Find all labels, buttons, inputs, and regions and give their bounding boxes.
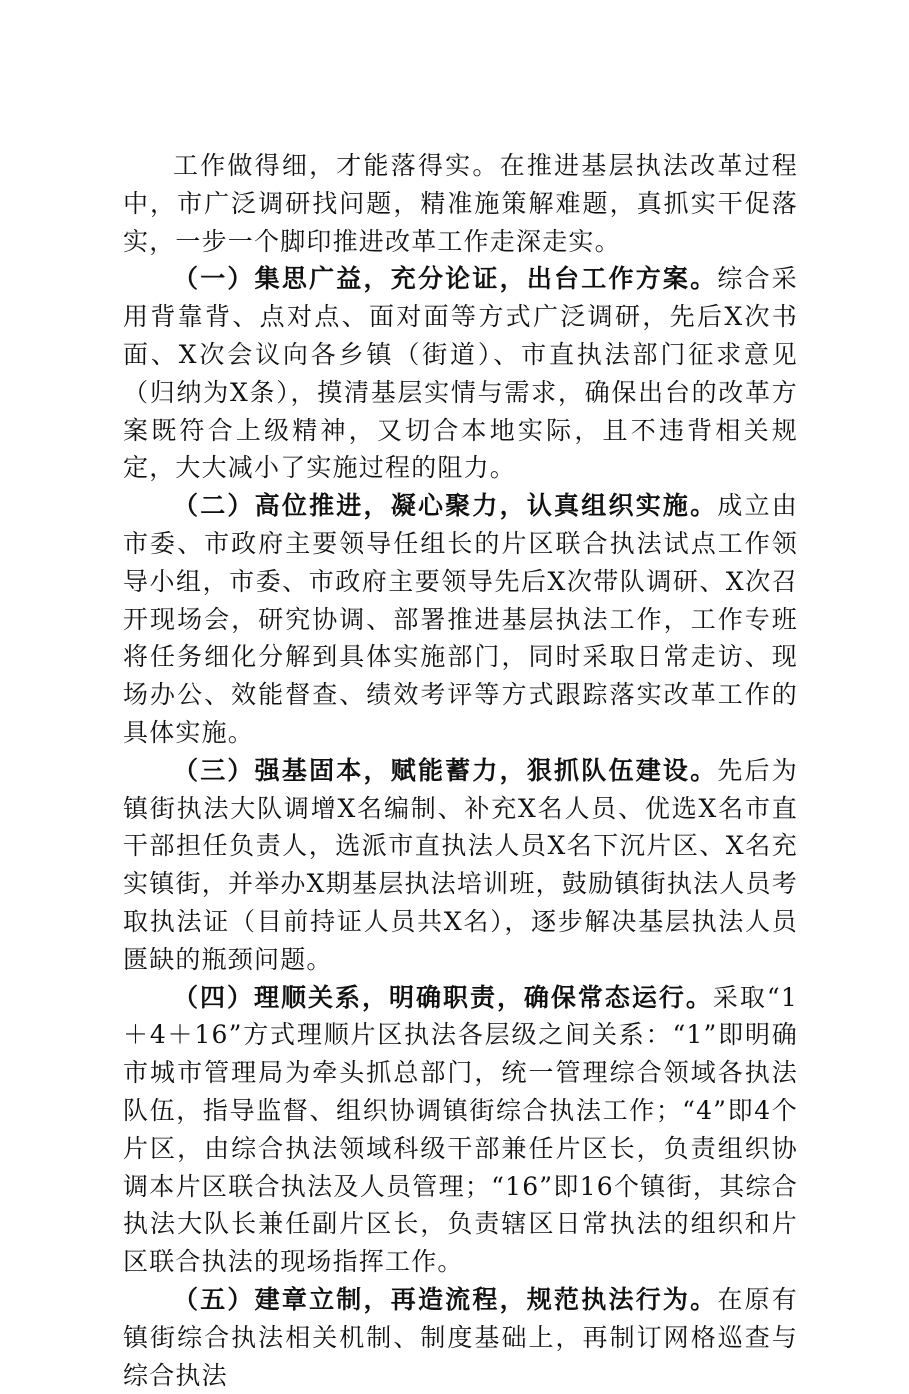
paragraph-heading: （一）集思广益，充分论证，出台工作方案。 xyxy=(173,264,718,294)
paragraph-section-4 xyxy=(123,979,798,1281)
paragraph-heading: （三）强基固本，赋能蓄力，狠抓队伍建设。 xyxy=(173,755,718,785)
paragraph-heading: （二）高位推进，凝心聚力，认真组织实施。 xyxy=(173,491,718,521)
paragraph-section-5 xyxy=(123,1281,798,1394)
document-body xyxy=(123,147,798,1394)
paragraph-text: 在原有镇街综合执法相关机制、制度基础上，再制订网格巡查与综合执法 xyxy=(123,1284,798,1390)
paragraph-text: 先后为镇街执法大队调增X名编制、补充X名人员、优选X名市直干部担任负责人，选派市直执法人员X名下沉片区、X名充实镇街，并举办X期基层执法培训班，鼓励镇街执法人员考取执法证（目前持证人员共X名），逐步解决基层执法人员匮缺的瓶颈问题。 xyxy=(123,755,798,974)
paragraph-intro xyxy=(123,147,798,260)
paragraph-text: 工作做得细，才能落得实。在推进基层执法改革过程中，市广泛调研找问题，精准施策解难题，真抓实干促落实，一步一个脚印推进改革工作走深走实。 xyxy=(123,151,798,256)
paragraph-section-1 xyxy=(123,260,798,487)
paragraph-text: 采取“1＋4＋16”方式理顺片区执法各层级之间关系：“1”即明确市城市管理局为牵头抓总部门，统一管理综合领域各执法队伍，指导监督、组织协调镇街综合执法工作；“4”即4个片区，由综合执法领域科级干部兼任片区长，负责组织协调本片区联合执法及人员管理；“16”即16个镇街，其综合执法大队长兼任副片区长，负责辖区日常执法的组织和片区联合执法的现场指挥工作。 xyxy=(123,982,798,1277)
paragraph-text: 成立由市委、市政府主要领导任组长的片区联合执法试点工作领导小组，市委、市政府主要领导先后X次带队调研、X次召开现场会，研究协调、部署推进基层执法工作，工作专班将任务细化分解到具体实施部门，同时采取日常走访、现场办公、效能督查、绩效考评等方式跟踪落实改革工作的具体实施。 xyxy=(123,491,798,747)
paragraph-section-2 xyxy=(123,487,798,752)
paragraph-heading: （五）建章立制，再造流程，规范执法行为。 xyxy=(173,1284,718,1314)
paragraph-text: 综合采用背靠背、点对点、面对面等方式广泛调研，先后X次书面、X次会议向各乡镇（街道）、市直执法部门征求意见（归纳为X条），摸清基层实情与需求，确保出台的改革方案既符合上级精神，又切合本地实际，且不违背相关规定，大大减小了实施过程的阻力。 xyxy=(123,264,798,483)
paragraph-heading: （四）理顺关系，明确职责，确保常态运行。 xyxy=(173,982,713,1012)
paragraph-section-3 xyxy=(123,752,798,979)
